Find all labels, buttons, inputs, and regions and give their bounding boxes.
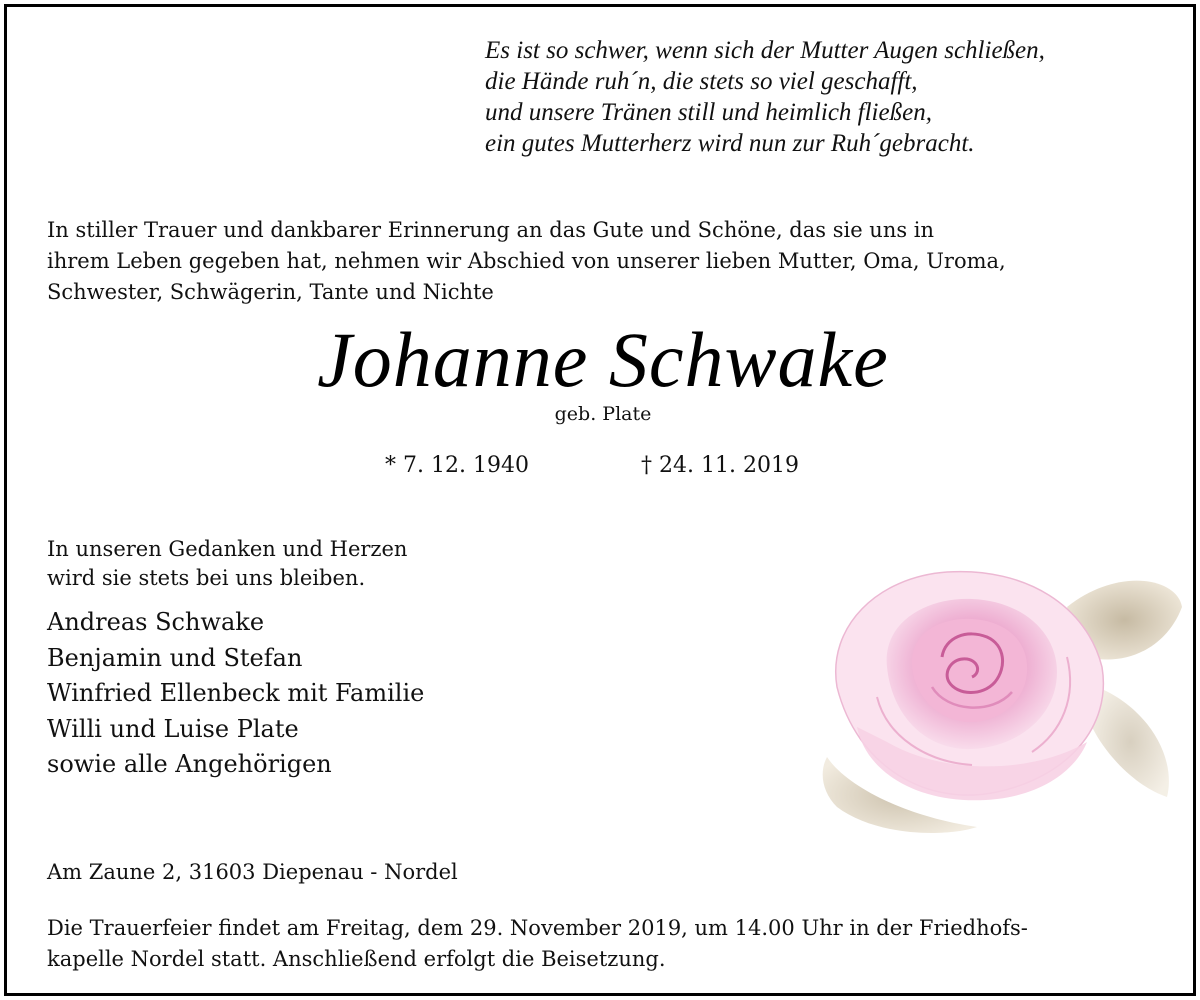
intro-paragraph bbox=[47, 215, 1165, 308]
birth-date: * 7. 12. 1940 bbox=[385, 453, 529, 478]
deceased-name: Johanne Schwake bbox=[317, 316, 889, 403]
obituary-frame bbox=[4, 4, 1196, 996]
thoughts-line: wird sie stets bei uns bleiben. bbox=[47, 566, 366, 590]
maiden-name: geb. Plate bbox=[554, 403, 652, 425]
service-line: kapelle Nordel statt. Anschließend erfolgt die Beisetzung. bbox=[47, 947, 666, 971]
mourner-item: Willi und Luise Plate bbox=[47, 714, 299, 743]
mourners-list bbox=[47, 605, 424, 783]
thoughts-line: In unseren Gedanken und Herzen bbox=[47, 537, 408, 561]
intro-line: Schwester, Schwägerin, Tante und Nichte bbox=[47, 280, 494, 304]
verse-line: und unsere Tränen still und heimlich fließen, bbox=[485, 99, 932, 126]
address: Am Zaune 2, 31603 Diepenau - Nordel bbox=[47, 860, 458, 884]
verse-block bbox=[485, 35, 1185, 159]
service-line: Die Trauerfeier findet am Freitag, dem 29. November 2019, um 14.00 Uhr in der Friedhofs- bbox=[47, 916, 1028, 940]
mourner-item: sowie alle Angehörigen bbox=[47, 750, 332, 778]
mourner-item: Winfried Ellenbeck mit Familie bbox=[47, 679, 425, 707]
thoughts-block bbox=[47, 535, 407, 593]
verse-line: die Hände ruh´n, die stets so viel geschafft, bbox=[485, 68, 918, 95]
mourner-item: Benjamin und Stefan bbox=[47, 643, 303, 672]
mourner-item: Andreas Schwake bbox=[47, 608, 265, 636]
death-date: † 24. 11. 2019 bbox=[641, 453, 799, 478]
verse-line: ein gutes Mutterherz wird nun zur Ruh´gebracht. bbox=[485, 130, 975, 157]
intro-line: ihrem Leben gegeben hat, nehmen wir Abschied von unserer lieben Mutter, Oma, Uroma, bbox=[47, 249, 1006, 273]
intro-line: In stiller Trauer und dankbarer Erinnerung an das Gute und Schöne, das sie uns in bbox=[47, 218, 935, 242]
funeral-service-info bbox=[47, 913, 1165, 975]
rose-illustration bbox=[767, 537, 1187, 847]
verse-line: Es ist so schwer, wenn sich der Mutter Augen schließen, bbox=[485, 37, 1045, 64]
